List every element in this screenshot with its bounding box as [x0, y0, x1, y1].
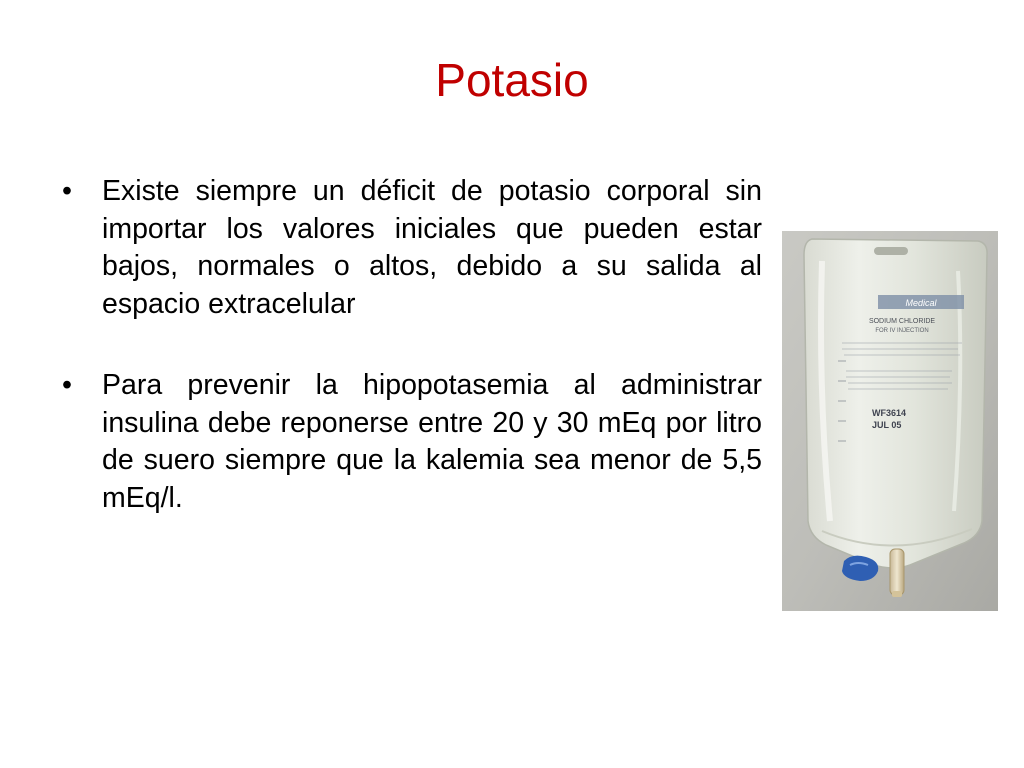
bullet-text: Existe siempre un déficit de potasio corporal sin importar los valores iniciales que pueden estar bajos, normales o altos, debido a su salida al espacio extracelular	[102, 175, 762, 320]
bullet-item	[62, 367, 762, 517]
outlet-tube	[890, 549, 904, 595]
slide-title: Potasio	[435, 54, 589, 106]
bullet-text: Para prevenir la hipopotasemia al administrar insulina debe reponerse entre 20 y 30 mEq por litro de suero siempre que la kalemia sea menor de 5,5 mEq/l.	[102, 369, 762, 514]
lot-number: WF3614	[872, 408, 907, 418]
bullet-mark: •	[62, 175, 72, 207]
bullet-list	[62, 173, 762, 561]
label-line: SODIUM CHLORIDE	[868, 318, 936, 325]
outlet-tip	[892, 591, 902, 597]
bullet-mark: •	[62, 369, 72, 401]
iv-bag-photo	[782, 231, 998, 611]
iv-bag-illustration	[782, 231, 998, 611]
expiry-date: JUL 05	[872, 420, 902, 430]
label-line: FOR IV INJECTION	[875, 328, 929, 334]
hanging-slot	[874, 247, 908, 255]
brand-text: Medical	[905, 298, 937, 308]
bullet-item	[62, 173, 762, 323]
